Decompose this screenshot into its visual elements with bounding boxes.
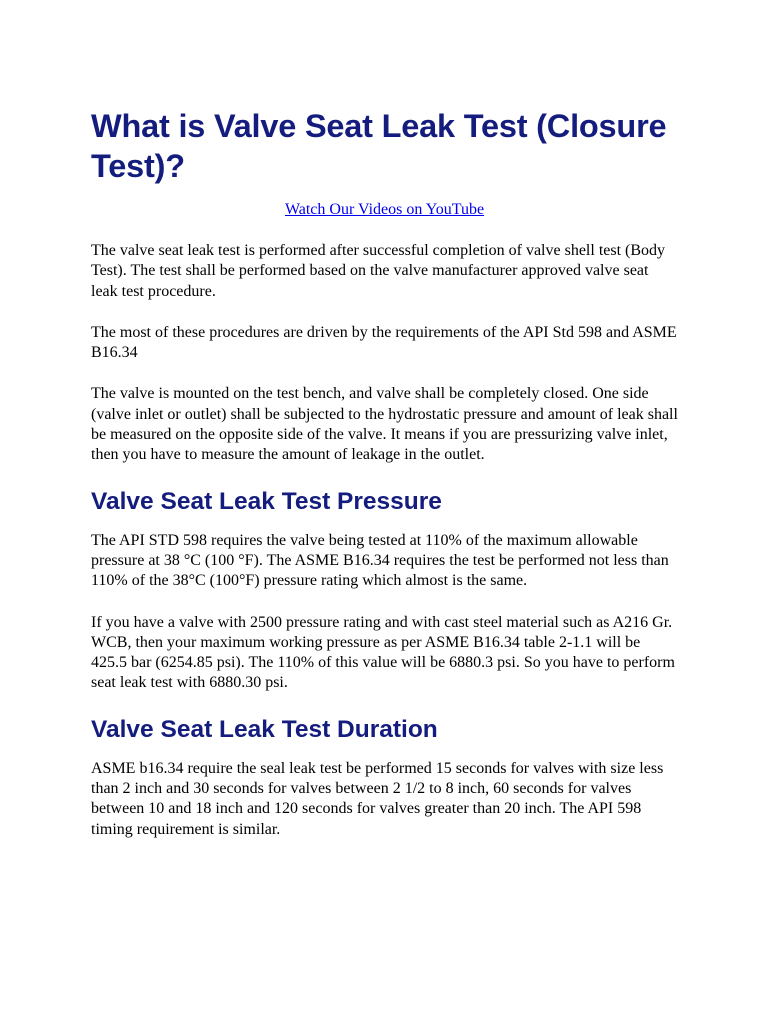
- test-duration-paragraph: ASME b16.34 require the seal leak test be performed 15 seconds for valves with size less than 2 inch and 30 seconds for valves between 2 1/2 to 8 inch, 60 seconds for valves between 10 and 18 inch and 120 seconds for valves greater than 20 inch. The API 598 timing requirement is similar.: [91, 759, 664, 838]
- intro-paragraph-2: The most of these procedures are driven by the requirements of the API Std 598 and ASME B16.34: [91, 323, 677, 362]
- page-title: What is Valve Seat Leak Test (Closure Test)?: [91, 108, 667, 184]
- section-heading-test-pressure: Valve Seat Leak Test Pressure: [91, 487, 442, 515]
- youtube-videos-link[interactable]: Watch Our Videos on YouTube: [284, 201, 485, 218]
- test-pressure-paragraph-2: If you have a valve with 2500 pressure rating and with cast steel material such as A216 Gr. WCB, then your maximum working pressure as per ASME B16.34 table 2-1.1 will be 425.5 bar (6254.85 psi). The 110% of this value will be 6880.3 psi. So you have to perform seat leak test with 6880.30 psi.: [91, 613, 675, 692]
- intro-paragraph-1: The valve seat leak test is performed after successful completion of valve shell test (Body Test). The test shall be performed based on the valve manufacturer approved valve seat leak test procedure.: [91, 242, 666, 300]
- test-pressure-paragraph-1: The API STD 598 requires the valve being tested at 110% of the maximum allowable pressure at 38 °C (100 °F). The ASME B16.34 requires the test be performed not less than 110% of the 38°C (100°F) pressure rating which almost is the same.: [91, 531, 669, 590]
- section-heading-test-duration: Valve Seat Leak Test Duration: [91, 715, 438, 743]
- intro-paragraph-3: The valve is mounted on the test bench, and valve shall be completely closed. One side (valve inlet or outlet) shall be subjected to the hydrostatic pressure and amount of leak shall be measured on the opposite side of the valve. It means if you are pressurizing valve inlet, then you have to measure the amount of leakage in the outlet.: [91, 385, 678, 464]
